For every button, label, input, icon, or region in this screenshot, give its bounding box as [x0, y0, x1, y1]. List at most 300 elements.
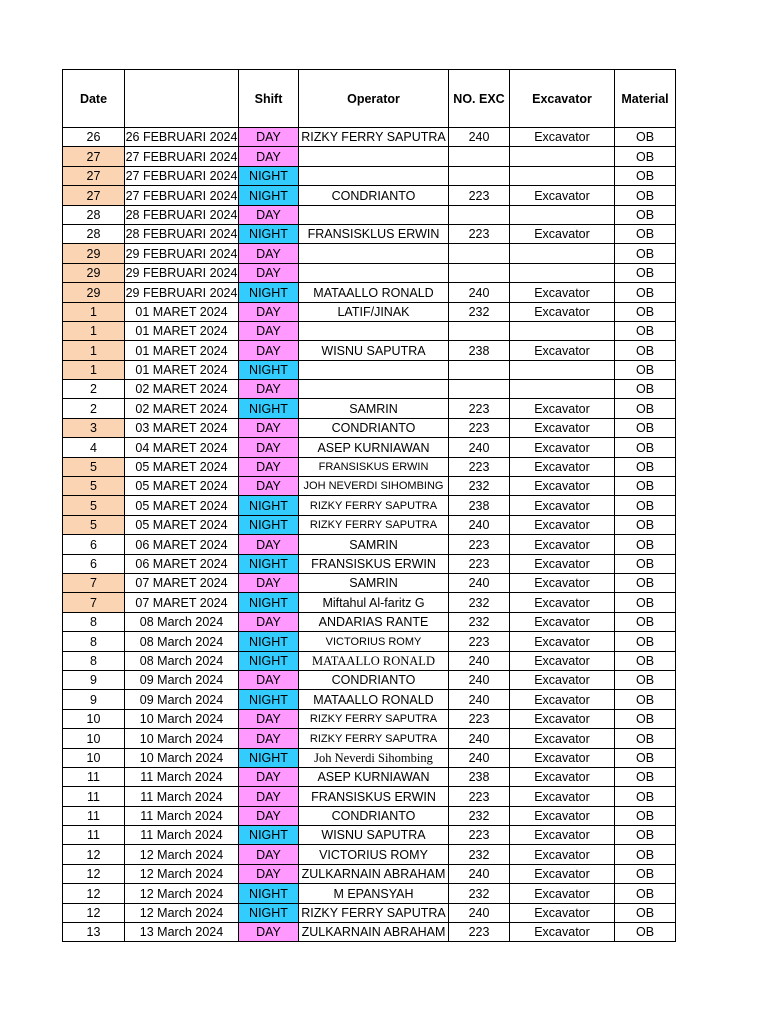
- exc-number-cell: 232: [449, 477, 510, 496]
- exc-number-cell: [449, 321, 510, 340]
- material-cell: OB: [615, 729, 676, 748]
- date-cell: 05 MARET 2024: [125, 457, 239, 476]
- shift-cell: NIGHT: [239, 399, 299, 418]
- date-cell: 05 MARET 2024: [125, 515, 239, 534]
- material-cell: OB: [615, 399, 676, 418]
- day-cell: 11: [63, 767, 125, 786]
- excavator-cell: Excavator: [510, 515, 615, 534]
- date-cell: 12 March 2024: [125, 884, 239, 903]
- shift-cell: DAY: [239, 806, 299, 825]
- shift-cell: DAY: [239, 612, 299, 631]
- table-row: [63, 477, 676, 496]
- table-row: [63, 903, 676, 922]
- shift-cell: NIGHT: [239, 903, 299, 922]
- material-cell: OB: [615, 515, 676, 534]
- excavator-cell: Excavator: [510, 651, 615, 670]
- table-row: [63, 418, 676, 437]
- exc-number-cell: 223: [449, 632, 510, 651]
- table-row: [63, 612, 676, 631]
- exc-number-cell: 223: [449, 554, 510, 573]
- table-row: [63, 884, 676, 903]
- exc-number-cell: 223: [449, 224, 510, 243]
- date-cell: 12 March 2024: [125, 903, 239, 922]
- material-cell: OB: [615, 787, 676, 806]
- exc-number-cell: [449, 147, 510, 166]
- day-cell: 12: [63, 884, 125, 903]
- date-cell: 29 FEBRUARI 2024: [125, 283, 239, 302]
- operator-cell: MATAALLO RONALD: [299, 283, 449, 302]
- shift-cell: DAY: [239, 438, 299, 457]
- day-cell: 12: [63, 903, 125, 922]
- operator-cell: SAMRIN: [299, 399, 449, 418]
- day-cell: 29: [63, 244, 125, 263]
- material-cell: OB: [615, 632, 676, 651]
- day-cell: 1: [63, 302, 125, 321]
- date-cell: 11 March 2024: [125, 826, 239, 845]
- day-cell: 5: [63, 496, 125, 515]
- date-cell: 09 March 2024: [125, 670, 239, 689]
- day-cell: 13: [63, 923, 125, 942]
- exc-number-cell: 240: [449, 748, 510, 767]
- shift-cell: DAY: [239, 418, 299, 437]
- table-row: [63, 515, 676, 534]
- shift-cell: NIGHT: [239, 186, 299, 205]
- table-row: [63, 244, 676, 263]
- header-operator: Operator: [299, 70, 449, 128]
- material-cell: OB: [615, 283, 676, 302]
- exc-number-cell: [449, 244, 510, 263]
- table-row: [63, 380, 676, 399]
- material-cell: OB: [615, 205, 676, 224]
- excavator-cell: Excavator: [510, 806, 615, 825]
- date-cell: 29 FEBRUARI 2024: [125, 263, 239, 282]
- date-cell: 03 MARET 2024: [125, 418, 239, 437]
- operator-cell: Joh Neverdi Sihombing: [299, 748, 449, 767]
- date-cell: 11 March 2024: [125, 787, 239, 806]
- day-cell: 5: [63, 477, 125, 496]
- table-row: [63, 438, 676, 457]
- excavator-cell: Excavator: [510, 418, 615, 437]
- material-cell: OB: [615, 321, 676, 340]
- exc-number-cell: 240: [449, 283, 510, 302]
- exc-number-cell: 238: [449, 341, 510, 360]
- date-cell: 27 FEBRUARI 2024: [125, 186, 239, 205]
- operator-cell: [299, 380, 449, 399]
- shift-cell: NIGHT: [239, 360, 299, 379]
- excavator-cell: Excavator: [510, 302, 615, 321]
- day-cell: 10: [63, 709, 125, 728]
- shift-cell: DAY: [239, 709, 299, 728]
- exc-number-cell: 223: [449, 787, 510, 806]
- shift-cell: DAY: [239, 670, 299, 689]
- operator-cell: [299, 205, 449, 224]
- shift-cell: DAY: [239, 477, 299, 496]
- header-blank: [125, 70, 239, 128]
- operator-cell: SAMRIN: [299, 573, 449, 592]
- date-cell: 28 FEBRUARI 2024: [125, 205, 239, 224]
- excavator-cell: Excavator: [510, 128, 615, 147]
- header-material: Material: [615, 70, 676, 128]
- material-cell: OB: [615, 457, 676, 476]
- excavator-cell: Excavator: [510, 224, 615, 243]
- shift-cell: DAY: [239, 787, 299, 806]
- shift-cell: DAY: [239, 573, 299, 592]
- excavator-cell: Excavator: [510, 593, 615, 612]
- excavator-cell: Excavator: [510, 632, 615, 651]
- material-cell: OB: [615, 884, 676, 903]
- material-cell: OB: [615, 438, 676, 457]
- material-cell: OB: [615, 767, 676, 786]
- material-cell: OB: [615, 748, 676, 767]
- shift-cell: DAY: [239, 244, 299, 263]
- shift-cell: DAY: [239, 457, 299, 476]
- shift-cell: NIGHT: [239, 651, 299, 670]
- table-row: [63, 283, 676, 302]
- date-cell: 01 MARET 2024: [125, 341, 239, 360]
- operator-cell: LATIF/JINAK: [299, 302, 449, 321]
- day-cell: 4: [63, 438, 125, 457]
- shift-cell: NIGHT: [239, 748, 299, 767]
- operator-cell: SAMRIN: [299, 535, 449, 554]
- date-cell: 09 March 2024: [125, 690, 239, 709]
- header-row: [63, 70, 676, 128]
- material-cell: OB: [615, 709, 676, 728]
- material-cell: OB: [615, 224, 676, 243]
- shift-cell: NIGHT: [239, 224, 299, 243]
- excavator-cell: Excavator: [510, 767, 615, 786]
- day-cell: 8: [63, 651, 125, 670]
- exc-number-cell: 223: [449, 457, 510, 476]
- excavator-cell: Excavator: [510, 670, 615, 689]
- table-row: [63, 535, 676, 554]
- excavator-cell: Excavator: [510, 554, 615, 573]
- day-cell: 12: [63, 845, 125, 864]
- exc-number-cell: 238: [449, 767, 510, 786]
- day-cell: 7: [63, 573, 125, 592]
- shift-cell: NIGHT: [239, 593, 299, 612]
- day-cell: 10: [63, 729, 125, 748]
- excavator-cell: Excavator: [510, 923, 615, 942]
- date-cell: 02 MARET 2024: [125, 399, 239, 418]
- excavator-cell: Excavator: [510, 845, 615, 864]
- excavator-cell: Excavator: [510, 573, 615, 592]
- excavator-cell: Excavator: [510, 864, 615, 883]
- operator-cell: CONDRIANTO: [299, 806, 449, 825]
- excavator-cell: Excavator: [510, 787, 615, 806]
- exc-number-cell: 240: [449, 729, 510, 748]
- excavator-cell: Excavator: [510, 709, 615, 728]
- day-cell: 29: [63, 283, 125, 302]
- excavator-cell: [510, 360, 615, 379]
- table-row: [63, 690, 676, 709]
- exc-number-cell: 223: [449, 826, 510, 845]
- day-cell: 10: [63, 748, 125, 767]
- operator-cell: ANDARIAS RANTE: [299, 612, 449, 631]
- excavator-cell: Excavator: [510, 612, 615, 631]
- exc-number-cell: [449, 166, 510, 185]
- exc-number-cell: 223: [449, 923, 510, 942]
- shift-cell: DAY: [239, 321, 299, 340]
- material-cell: OB: [615, 903, 676, 922]
- table-row: [63, 224, 676, 243]
- table-row: [63, 186, 676, 205]
- table-row: [63, 806, 676, 825]
- shift-cell: DAY: [239, 923, 299, 942]
- excavator-cell: Excavator: [510, 399, 615, 418]
- shift-cell: NIGHT: [239, 496, 299, 515]
- date-cell: 12 March 2024: [125, 864, 239, 883]
- shift-cell: DAY: [239, 380, 299, 399]
- operator-cell: CONDRIANTO: [299, 670, 449, 689]
- operator-cell: MATAALLO RONALD: [299, 651, 449, 670]
- operator-cell: RIZKY FERRY SAPUTRA: [299, 903, 449, 922]
- material-cell: OB: [615, 496, 676, 515]
- table-row: [63, 147, 676, 166]
- table-row: [63, 845, 676, 864]
- excavator-cell: Excavator: [510, 826, 615, 845]
- operator-cell: M EPANSYAH: [299, 884, 449, 903]
- material-cell: OB: [615, 923, 676, 942]
- exc-number-cell: 240: [449, 515, 510, 534]
- operator-cell: RIZKY FERRY SAPUTRA: [299, 515, 449, 534]
- shift-cell: NIGHT: [239, 283, 299, 302]
- exc-number-cell: 240: [449, 438, 510, 457]
- operator-cell: [299, 360, 449, 379]
- material-cell: OB: [615, 651, 676, 670]
- excavator-cell: Excavator: [510, 884, 615, 903]
- excavator-cell: Excavator: [510, 903, 615, 922]
- shift-cell: NIGHT: [239, 515, 299, 534]
- material-cell: OB: [615, 360, 676, 379]
- exc-number-cell: 240: [449, 651, 510, 670]
- excavator-cell: Excavator: [510, 457, 615, 476]
- date-cell: 29 FEBRUARI 2024: [125, 244, 239, 263]
- material-cell: OB: [615, 690, 676, 709]
- date-cell: 06 MARET 2024: [125, 554, 239, 573]
- exc-number-cell: [449, 205, 510, 224]
- operator-cell: VICTORIUS ROMY: [299, 845, 449, 864]
- day-cell: 7: [63, 593, 125, 612]
- material-cell: OB: [615, 554, 676, 573]
- table-row: [63, 787, 676, 806]
- table-row: [63, 767, 676, 786]
- exc-number-cell: 223: [449, 186, 510, 205]
- date-cell: 01 MARET 2024: [125, 360, 239, 379]
- material-cell: OB: [615, 826, 676, 845]
- exc-number-cell: 232: [449, 884, 510, 903]
- shift-cell: DAY: [239, 205, 299, 224]
- operator-cell: MATAALLO RONALD: [299, 690, 449, 709]
- table-row: [63, 709, 676, 728]
- shift-cell: NIGHT: [239, 632, 299, 651]
- operator-cell: FRANSISKUS ERWIN: [299, 787, 449, 806]
- exc-number-cell: 223: [449, 535, 510, 554]
- day-cell: 28: [63, 224, 125, 243]
- date-cell: 05 MARET 2024: [125, 477, 239, 496]
- day-cell: 8: [63, 612, 125, 631]
- operator-cell: [299, 166, 449, 185]
- operator-cell: WISNU SAPUTRA: [299, 826, 449, 845]
- exc-number-cell: [449, 380, 510, 399]
- operator-cell: WISNU SAPUTRA: [299, 341, 449, 360]
- operator-cell: ASEP KURNIAWAN: [299, 767, 449, 786]
- shift-cell: DAY: [239, 729, 299, 748]
- table-row: [63, 826, 676, 845]
- material-cell: OB: [615, 341, 676, 360]
- excavator-cell: Excavator: [510, 283, 615, 302]
- day-cell: 11: [63, 826, 125, 845]
- date-cell: 28 FEBRUARI 2024: [125, 224, 239, 243]
- date-cell: 06 MARET 2024: [125, 535, 239, 554]
- operator-cell: ZULKARNAIN ABRAHAM: [299, 923, 449, 942]
- operator-cell: RIZKY FERRY SAPUTRA: [299, 128, 449, 147]
- material-cell: OB: [615, 535, 676, 554]
- material-cell: OB: [615, 418, 676, 437]
- date-cell: 07 MARET 2024: [125, 573, 239, 592]
- day-cell: 29: [63, 263, 125, 282]
- date-cell: 04 MARET 2024: [125, 438, 239, 457]
- table-row: [63, 457, 676, 476]
- table-row: [63, 923, 676, 942]
- date-cell: 27 FEBRUARI 2024: [125, 166, 239, 185]
- excavator-cell: Excavator: [510, 690, 615, 709]
- table-row: [63, 554, 676, 573]
- excavator-cell: [510, 263, 615, 282]
- excavator-cell: Excavator: [510, 729, 615, 748]
- table-row: [63, 399, 676, 418]
- operator-cell: RIZKY FERRY SAPUTRA: [299, 729, 449, 748]
- material-cell: OB: [615, 147, 676, 166]
- table-row: [63, 128, 676, 147]
- exc-number-cell: 240: [449, 128, 510, 147]
- day-cell: 11: [63, 787, 125, 806]
- operator-cell: ASEP KURNIAWAN: [299, 438, 449, 457]
- table-row: [63, 360, 676, 379]
- day-cell: 1: [63, 321, 125, 340]
- day-cell: 12: [63, 864, 125, 883]
- date-cell: 13 March 2024: [125, 923, 239, 942]
- material-cell: OB: [615, 573, 676, 592]
- table-row: [63, 632, 676, 651]
- excavator-cell: Excavator: [510, 496, 615, 515]
- day-cell: 1: [63, 341, 125, 360]
- table-row: [63, 341, 676, 360]
- material-cell: OB: [615, 477, 676, 496]
- date-cell: 07 MARET 2024: [125, 593, 239, 612]
- date-cell: 01 MARET 2024: [125, 302, 239, 321]
- material-cell: OB: [615, 612, 676, 631]
- exc-number-cell: 232: [449, 845, 510, 864]
- excavator-cell: [510, 147, 615, 166]
- exc-number-cell: 232: [449, 593, 510, 612]
- day-cell: 5: [63, 457, 125, 476]
- date-cell: 02 MARET 2024: [125, 380, 239, 399]
- exc-number-cell: 223: [449, 418, 510, 437]
- day-cell: 11: [63, 806, 125, 825]
- date-cell: 10 March 2024: [125, 729, 239, 748]
- operator-cell: [299, 244, 449, 263]
- operator-cell: ZULKARNAIN ABRAHAM: [299, 864, 449, 883]
- exc-number-cell: [449, 360, 510, 379]
- excavator-cell: [510, 321, 615, 340]
- operator-cell: VICTORIUS ROMY: [299, 632, 449, 651]
- exc-number-cell: 240: [449, 864, 510, 883]
- header-no-exc: NO. EXC: [449, 70, 510, 128]
- operator-cell: FRANSISKUS ERWIN: [299, 554, 449, 573]
- material-cell: OB: [615, 670, 676, 689]
- table-body: [63, 128, 676, 942]
- shift-cell: NIGHT: [239, 166, 299, 185]
- day-cell: 2: [63, 399, 125, 418]
- date-cell: 10 March 2024: [125, 709, 239, 728]
- excavator-cell: Excavator: [510, 748, 615, 767]
- operator-cell: RIZKY FERRY SAPUTRA: [299, 709, 449, 728]
- operator-cell: CONDRIANTO: [299, 418, 449, 437]
- shift-cell: DAY: [239, 845, 299, 864]
- excavator-cell: Excavator: [510, 186, 615, 205]
- header-excavator: Excavator: [510, 70, 615, 128]
- day-cell: 9: [63, 690, 125, 709]
- day-cell: 5: [63, 515, 125, 534]
- day-cell: 27: [63, 186, 125, 205]
- date-cell: 08 March 2024: [125, 651, 239, 670]
- material-cell: OB: [615, 166, 676, 185]
- header-date: Date: [63, 70, 125, 128]
- shift-cell: DAY: [239, 147, 299, 166]
- excavator-cell: [510, 166, 615, 185]
- material-cell: OB: [615, 186, 676, 205]
- day-cell: 1: [63, 360, 125, 379]
- day-cell: 28: [63, 205, 125, 224]
- table-row: [63, 263, 676, 282]
- date-cell: 27 FEBRUARI 2024: [125, 147, 239, 166]
- day-cell: 26: [63, 128, 125, 147]
- table-row: [63, 321, 676, 340]
- day-cell: 6: [63, 554, 125, 573]
- exc-number-cell: 240: [449, 690, 510, 709]
- table-row: [63, 573, 676, 592]
- shift-cell: DAY: [239, 302, 299, 321]
- exc-number-cell: 232: [449, 806, 510, 825]
- operator-cell: FRANSISKUS ERWIN: [299, 457, 449, 476]
- day-cell: 6: [63, 535, 125, 554]
- table-row: [63, 729, 676, 748]
- table-row: [63, 748, 676, 767]
- date-cell: 11 March 2024: [125, 767, 239, 786]
- material-cell: OB: [615, 593, 676, 612]
- operator-cell: [299, 321, 449, 340]
- day-cell: 27: [63, 147, 125, 166]
- day-cell: 27: [63, 166, 125, 185]
- material-cell: OB: [615, 864, 676, 883]
- material-cell: OB: [615, 845, 676, 864]
- operator-cell: CONDRIANTO: [299, 186, 449, 205]
- table-row: [63, 496, 676, 515]
- exc-number-cell: 240: [449, 573, 510, 592]
- material-cell: OB: [615, 302, 676, 321]
- material-cell: OB: [615, 244, 676, 263]
- shift-cell: DAY: [239, 128, 299, 147]
- date-cell: 01 MARET 2024: [125, 321, 239, 340]
- exc-number-cell: 240: [449, 670, 510, 689]
- table-row: [63, 302, 676, 321]
- shift-cell: DAY: [239, 864, 299, 883]
- exc-number-cell: 223: [449, 399, 510, 418]
- exc-number-cell: 232: [449, 612, 510, 631]
- operator-cell: Miftahul Al-faritz G: [299, 593, 449, 612]
- table-row: [63, 166, 676, 185]
- date-cell: 26 FEBRUARI 2024: [125, 128, 239, 147]
